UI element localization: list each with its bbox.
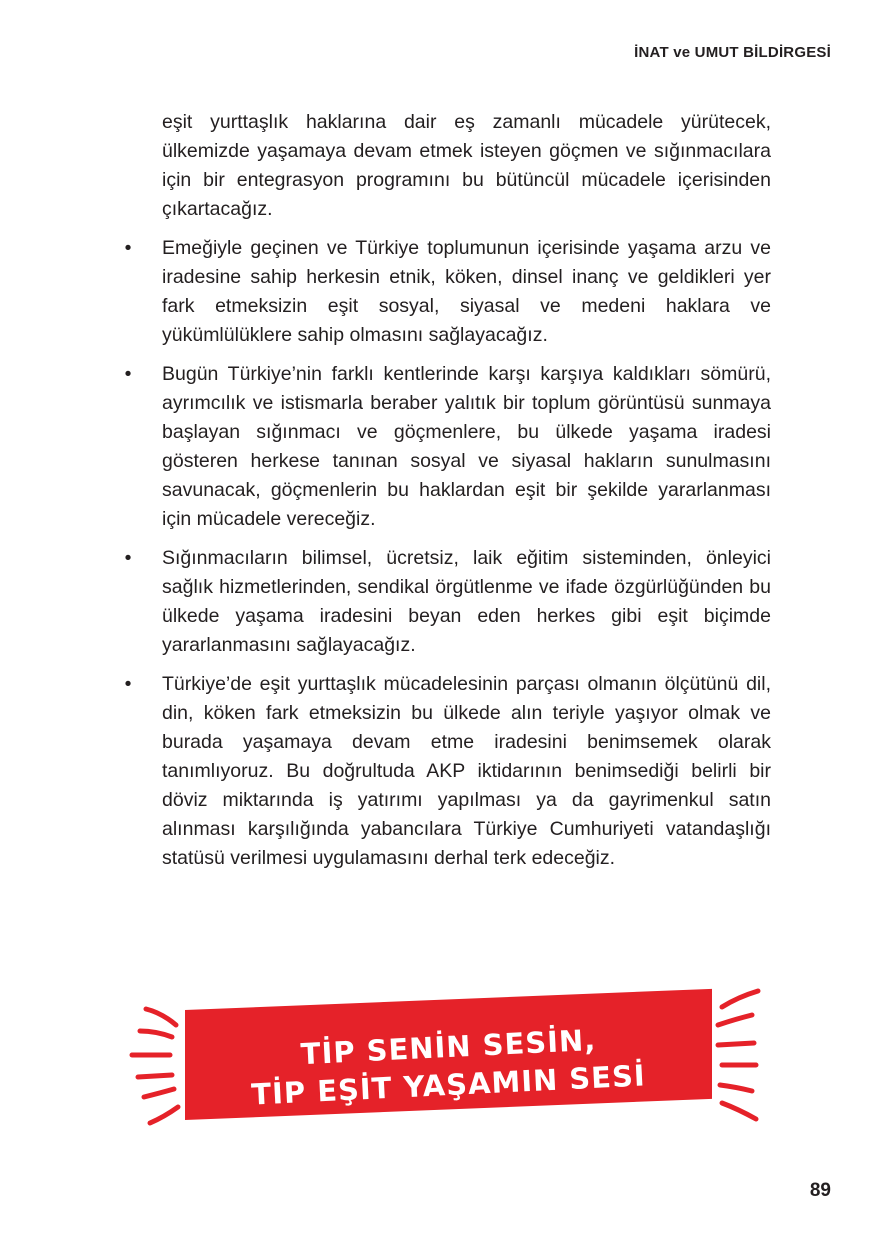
list-item-text: Bugün Türkiye’nin farklı kentlerinde karşı karşıya kaldıkları sömürü, ayrımcılık ve istismarla beraber yalıtık bir toplum görüntüsü sunmaya başlayan sığınmacı ve göçmenlere, bu ülkede yaşama iradesi gösteren herkese tanınan sosyal ve siyasal hakların sunulmasını savunacak, göçmenlerin bu haklardan eşit bir şekilde yararlanması için mücadele vereceğiz. [162, 363, 771, 530]
list-item-text: Emeğiyle geçinen ve Türkiye toplumunun içerisinde yaşama arzu ve iradesine sahip herkesin etnik, köken, dinsel inanç ve geldikleri yer fark etmeksizin eşit sosyal, siyasal ve medeni haklara ve yükümlülüklere sahip olmasını sağlayacağız. [162, 237, 771, 346]
bullet-icon: • [124, 547, 132, 569]
list-item [124, 670, 771, 873]
list-item [124, 234, 771, 350]
burst-lines-left-icon [128, 985, 188, 1135]
list-item [124, 544, 771, 660]
list-item-text: Sığınmacıların bilimsel, ücretsiz, laik eğitim sisteminden, önleyici sağlık hizmetlerinden, sendikal örgütlenme ve ifade özgürlüğünden bu ülkede yaşama iradesini beyan eden herkes gibi eşit biçimde yararlanmasını sağlayacağız. [162, 547, 771, 656]
bullet-icon: • [124, 673, 132, 695]
bullet-icon: • [124, 237, 132, 259]
running-header: İNAT ve UMUT BİLDİRGESİ [634, 44, 831, 61]
body-text [124, 108, 771, 883]
slogan-banner [128, 985, 768, 1135]
page-number: 89 [809, 1180, 831, 1201]
bullet-icon: • [124, 363, 132, 385]
continuation-paragraph: eşit yurttaşlık haklarına dair eş zamanlı mücadele yürütecek, ülkemizde yaşamaya devam etmek isteyen göçmen ve sığınmacılara için bir entegrasyon programını bu bütüncül mücadele içerisinden çıkartacağız. [162, 111, 771, 220]
burst-lines-right-icon [708, 985, 768, 1135]
slogan-line-2: TİP EŞİT YAŞAMIN SESİ [250, 1058, 647, 1112]
list-item [124, 360, 771, 534]
bullet-list [124, 234, 771, 873]
slogan-line-1: TİP SENİN SESİN, [299, 1022, 598, 1072]
list-item-text: Türkiye’de eşit yurttaşlık mücadelesinin parçası olmanın ölçütünü dil, din, köken fark etmeksizin bu ülkede alın teriyle yaşıyor olmak ve burada yaşamaya devam etme iradesini benimsemek olarak tanımlıyoruz. Bu doğrultuda AKP iktidarının benimsediği belirli bir döviz miktarında iş yatırımı yapılması ya da gayrimenkul satın alınması karşılığında yabancılara Türkiye Cumhuriyeti vatandaşlığı statüsü verilmesi uygulamasını derhal terk edeceğiz. [162, 673, 771, 869]
